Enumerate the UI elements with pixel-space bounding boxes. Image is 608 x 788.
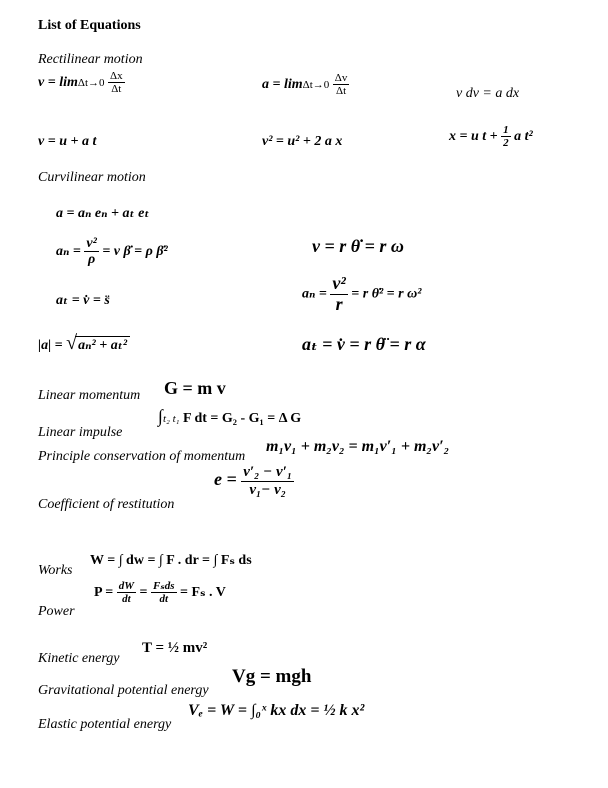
frac-dv-dt [333, 72, 350, 97]
frac-fsds-dt [151, 580, 176, 605]
p-mid: = [139, 584, 148, 600]
frac-num: Δv [334, 72, 348, 84]
section-restitution: Coefficient of restitution [38, 497, 175, 512]
frac-den: v₁− v₂ [249, 481, 286, 498]
section-works: Works [38, 563, 73, 578]
page-title: List of Equations [38, 18, 141, 33]
eq-at-s: aₜ = v̇ = s̈ [56, 293, 110, 308]
frac-restitution [241, 464, 294, 498]
an-rhs: = v β̇ = ρ β̇² [102, 244, 168, 260]
frac-half [501, 124, 511, 149]
frac-den: ρ [87, 252, 96, 268]
eq-conservation: m₁v₁ + m₂v₂ = m₁v′₁ + m₂v′₂ [266, 438, 450, 455]
eq-v-squared: v² = u² + 2 a x [262, 134, 343, 149]
an-r-rhs: = r θ̇² = r ω² [351, 286, 422, 302]
eq-accel-vector: a = aₙ eₙ + aₜ eₜ [56, 206, 150, 221]
eq-elastic: Vₑ = W = ∫₀ˣ kx dx = ½ k x² [188, 702, 365, 719]
eq-x-ut [449, 124, 533, 149]
v-lim-sub: Δt→0 [77, 76, 105, 89]
sqrt-icon: √ [66, 332, 78, 354]
v-lim-text: v = lim [38, 74, 78, 90]
section-kinetic: Kinetic energy [38, 651, 120, 666]
eq-restitution [214, 464, 294, 498]
frac-num: 1 [503, 124, 509, 136]
frac-num: Δx [110, 70, 123, 82]
frac-v2-r [330, 274, 347, 315]
abs-a-lhs: |a| = [38, 338, 63, 353]
x-ut-post: a t² [514, 128, 533, 144]
a-lim-text: a = lim [262, 76, 303, 92]
eq-at-r-alpha: aₜ = v̇ = r θ̈ = r α [302, 334, 426, 354]
frac-dx-dt [108, 70, 125, 95]
impulse-limits: t₂ t₁ [162, 413, 180, 425]
frac-num: dW [118, 580, 135, 592]
eq-abs-a [38, 332, 130, 355]
frac-den: Δt [111, 83, 122, 96]
eq-an-r [302, 274, 421, 315]
frac-num: Fₛds [153, 580, 175, 592]
eq-an-beta [56, 236, 168, 268]
frac-den: Δt [336, 85, 347, 98]
eq-kinetic: T = ½ mv² [142, 640, 208, 656]
frac-dw-dt [117, 580, 136, 605]
frac-v2-rho [84, 236, 98, 268]
frac-num: v² [86, 236, 97, 251]
frac-den: dt [159, 593, 169, 606]
section-rectilinear: Rectilinear motion [38, 52, 143, 67]
eq-vdv: v dv = a dx [456, 86, 520, 101]
frac-num: v′₂ − v′₁ [243, 464, 293, 480]
eq-power [94, 580, 226, 605]
section-linear-impulse: Linear impulse [38, 425, 123, 440]
eq-impulse [158, 406, 301, 427]
eq-work: W = ∫ dw = ∫ F . dr = ∫ Fₛ ds [90, 553, 252, 568]
frac-den: r [335, 293, 343, 314]
frac-den: dt [122, 593, 131, 606]
sqrt-content: aₙ² + aₜ² [75, 336, 130, 354]
e-lhs: e = [214, 469, 237, 490]
eq-accel-limit [262, 72, 349, 97]
frac-num: v² [332, 273, 346, 293]
p-lhs: P = [94, 584, 114, 600]
an-lhs: aₙ = [56, 244, 81, 260]
section-linear-momentum: Linear momentum [38, 388, 141, 403]
section-power: Power [38, 604, 75, 619]
a-lim-sub: Δt→0 [302, 78, 330, 91]
eq-v-r-theta: v = r θ̇ = r ω [312, 236, 404, 256]
impulse-body: F dt = G₂ - G₁ = Δ G [182, 411, 302, 426]
eq-v-u-at: v = u + a t [38, 134, 97, 149]
x-ut-pre: x = u t + [449, 128, 498, 144]
section-conservation: Principle conservation of momentum [38, 449, 246, 464]
p-rhs: = Fₛ . V [180, 584, 226, 600]
frac-den: 2 [503, 137, 509, 150]
integral-icon: ∫ [158, 406, 163, 426]
section-gravitational: Gravitational potential energy [38, 683, 209, 698]
eq-momentum: G = m v [164, 378, 226, 398]
an-r-lhs: aₙ = [302, 286, 327, 302]
section-curvilinear: Curvilinear motion [38, 170, 146, 185]
section-elastic: Elastic potential energy [38, 717, 172, 732]
eq-velocity-limit [38, 70, 125, 95]
eq-gravitational: Vg = mgh [232, 666, 312, 687]
